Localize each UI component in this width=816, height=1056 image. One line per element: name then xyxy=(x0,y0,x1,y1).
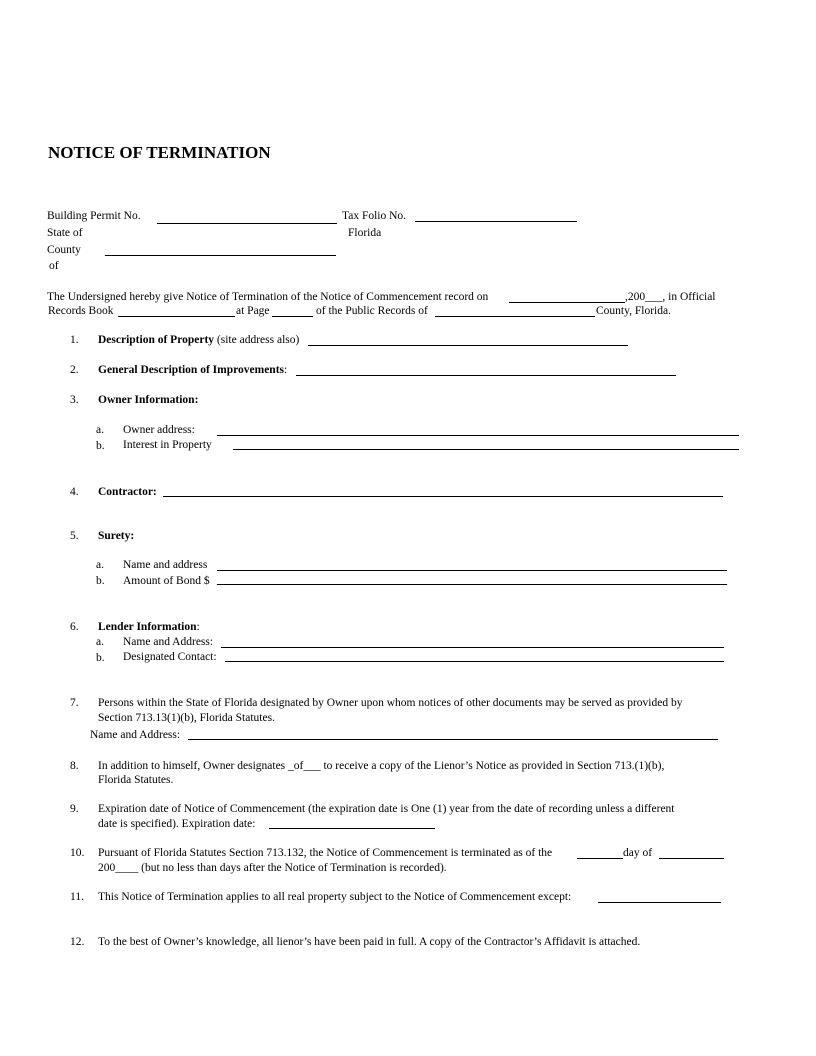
state-label: State of xyxy=(47,227,83,239)
intro-text-2c: of the Public Records of xyxy=(316,305,428,317)
owner-address-field[interactable] xyxy=(217,435,739,436)
lender-name-field[interactable] xyxy=(221,647,724,648)
designee-name-field[interactable] xyxy=(188,739,718,740)
item-5-number: 5. xyxy=(70,530,79,542)
item-6-label: Lender Information xyxy=(98,621,197,633)
page-title: NOTICE OF TERMINATION xyxy=(48,143,271,162)
permit-label: Building Permit No. xyxy=(47,210,141,222)
item-7-text-1: Persons within the State of Florida designated by Owner upon whom notices of other documents may be served as provided by xyxy=(98,697,683,709)
designated-contact-field[interactable] xyxy=(225,661,724,662)
interest-label: Interest in Property xyxy=(123,439,212,451)
item-10-text-1b: day of xyxy=(623,847,653,859)
intro-text-2a: Records Book xyxy=(48,305,114,317)
item-4-label: Contractor: xyxy=(98,486,157,498)
item-2-number: 2. xyxy=(70,364,79,376)
item-8-text-1: In addition to himself, Owner designates _of___ to receive a copy of the Lienor’s Notice as provided in Section 713.(1)(b), xyxy=(98,760,665,772)
item-2-colon: : xyxy=(284,364,288,376)
surety-name-label: Name and address xyxy=(123,559,208,571)
item-8-number: 8. xyxy=(70,760,79,772)
intro-text-1b: ,200___, in Official xyxy=(625,291,716,303)
item-4-number: 4. xyxy=(70,486,79,498)
item-12-number: 12. xyxy=(70,936,85,948)
designated-contact-label: Designated Contact: xyxy=(123,651,217,663)
termination-day-field[interactable] xyxy=(577,858,623,859)
item-3a-letter: a. xyxy=(96,424,104,436)
termination-month-field[interactable] xyxy=(659,858,724,859)
item-1-label: Description of Property xyxy=(98,334,215,346)
interest-field[interactable] xyxy=(233,449,739,450)
surety-name-field[interactable] xyxy=(217,570,727,571)
public-records-county-field[interactable] xyxy=(435,316,595,317)
item-8-text-2: Florida Statutes. xyxy=(98,774,174,786)
intro-text-2d: County, Florida. xyxy=(596,305,671,317)
intro-text-2b: at Page xyxy=(236,305,270,317)
expiration-date-field[interactable] xyxy=(269,828,435,829)
state-value: Florida xyxy=(348,227,382,239)
intro-text-1: The Undersigned hereby give Notice of Termination of the Notice of Commencement record on xyxy=(47,291,489,303)
bond-amount-label: Amount of Bond $ xyxy=(123,575,210,587)
folio-field[interactable] xyxy=(415,221,577,222)
county-label: County xyxy=(47,244,81,256)
contractor-field[interactable] xyxy=(163,496,723,497)
item-6a-letter: a. xyxy=(96,636,104,648)
item-11-text: This Notice of Termination applies to all real property subject to the Notice of Commencement except: xyxy=(98,891,572,903)
item-7-number: 7. xyxy=(70,697,79,709)
page-field[interactable] xyxy=(272,316,313,317)
improvements-field[interactable] xyxy=(296,375,676,376)
designee-name-label: Name and Address: xyxy=(90,729,181,741)
item-6-colon: : xyxy=(196,621,200,633)
item-7-text-2: Section 713.13(1)(b), Florida Statutes. xyxy=(98,712,275,724)
item-1-note: (site address also) xyxy=(214,334,300,346)
permit-field[interactable] xyxy=(157,223,337,224)
item-10-number: 10. xyxy=(70,847,85,859)
item-3-number: 3. xyxy=(70,394,79,406)
item-12-text: To the best of Owner’s knowledge, all lienor’s have been paid in full. A copy of the Contractor’s Affidavit is attached. xyxy=(98,936,641,948)
item-6-number: 6. xyxy=(70,621,79,633)
item-9-number: 9. xyxy=(70,803,79,815)
lender-name-label: Name and Address: xyxy=(123,636,214,648)
bond-amount-field[interactable] xyxy=(217,584,727,585)
item-11-number: 11. xyxy=(70,891,84,903)
item-9-text-2: date is specified). Expiration date: xyxy=(98,818,256,830)
item-6b-letter: b. xyxy=(96,652,105,664)
item-9-text-1: Expiration date of Notice of Commencement (the expiration date is One (1) year from the date of recording unless a different xyxy=(98,803,675,815)
exception-field[interactable] xyxy=(598,902,721,903)
folio-label: Tax Folio No. xyxy=(342,210,407,222)
property-description-field[interactable] xyxy=(308,345,628,346)
owner-address-label: Owner address: xyxy=(123,424,195,436)
item-10-text-1a: Pursuant of Florida Statutes Section 713.132, the Notice of Commencement is terminated as of the xyxy=(98,847,553,859)
county-field[interactable] xyxy=(105,255,336,256)
item-10-text-2: 200____ (but no less than days after the Notice of Termination is recorded). xyxy=(98,862,447,874)
records-book-field[interactable] xyxy=(118,316,235,317)
county-of-label: of xyxy=(49,260,59,272)
item-5-label: Surety: xyxy=(98,530,135,542)
item-3-label: Owner Information: xyxy=(98,394,199,406)
item-1-number: 1. xyxy=(70,334,79,346)
item-2-label: General Description of Improvements xyxy=(98,364,284,376)
item-5a-letter: a. xyxy=(96,559,104,571)
item-3b-letter: b. xyxy=(96,440,105,452)
record-date-field[interactable] xyxy=(509,302,625,303)
item-5b-letter: b. xyxy=(96,575,105,587)
